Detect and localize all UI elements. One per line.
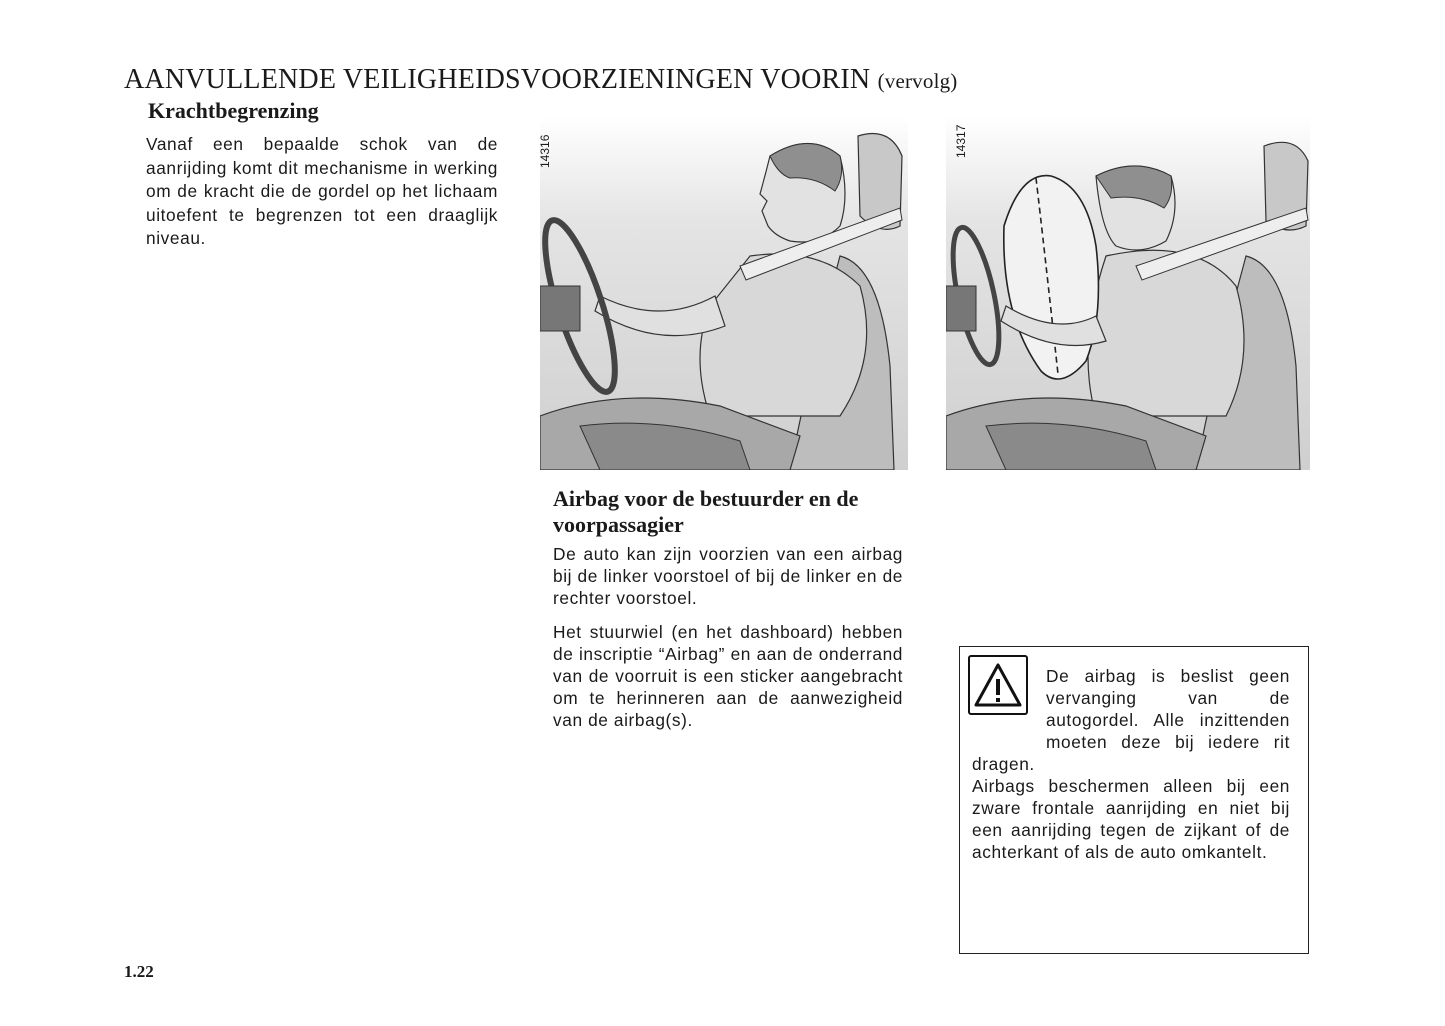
figure-seatbelt <box>540 116 908 470</box>
page-title-main: AANVULLENDE VEILIGHEIDSVOORZIENINGEN VOORIN <box>124 64 871 95</box>
driver-airbag-illustration <box>946 116 1310 470</box>
driver-seatbelt-illustration <box>540 116 908 470</box>
figure-code: 14316 <box>538 134 552 168</box>
warning-text-part1: De airbag is beslist geen vervanging van de autogordel. Alle inzittenden moeten deze bij iedere rit <box>1046 666 1290 752</box>
warning-text-part3: Airbags beschermen alleen bij een zware frontale aanrijding en niet bij een aanrijding tegen de zijkant of de achterkant of als de auto omkantelt. <box>972 776 1290 862</box>
page-number: 1.22 <box>124 962 154 981</box>
section-body-airbag-paragraph2: Het stuurwiel (en het dashboard) hebben de inscriptie “Airbag” en aan de onderrand van de voorruit is een sticker aangebracht om te herinneren aan de aanwezigheid van de airbag(s). <box>553 622 903 730</box>
figure-code: 14317 <box>954 124 968 158</box>
warning-triangle-icon <box>968 655 1028 715</box>
warning-box <box>959 646 1309 954</box>
section-heading-airbag: Airbag voor de bestuurder en de voorpassagier <box>553 486 859 537</box>
warning-text-part2: dragen. <box>972 754 1035 774</box>
section-heading-force-limit: Krachtbegrenzing <box>148 98 319 123</box>
section-body-airbag-paragraph1: De auto kan zijn voorzien van een airbag bij de linker voorstoel of bij de linker en de rechter voorstoel. <box>553 544 903 608</box>
page-title-sub: (vervolg) <box>877 69 958 93</box>
section-body-force-limit: Vanaf een bepaalde schok van de aanrijding komt dit mechanisme in werking om de kracht die de gordel op het lichaam uitoefent te begrenzen tot een draaglijk niveau. <box>146 134 498 248</box>
figure-airbag <box>946 116 1310 470</box>
page-title <box>124 64 958 96</box>
